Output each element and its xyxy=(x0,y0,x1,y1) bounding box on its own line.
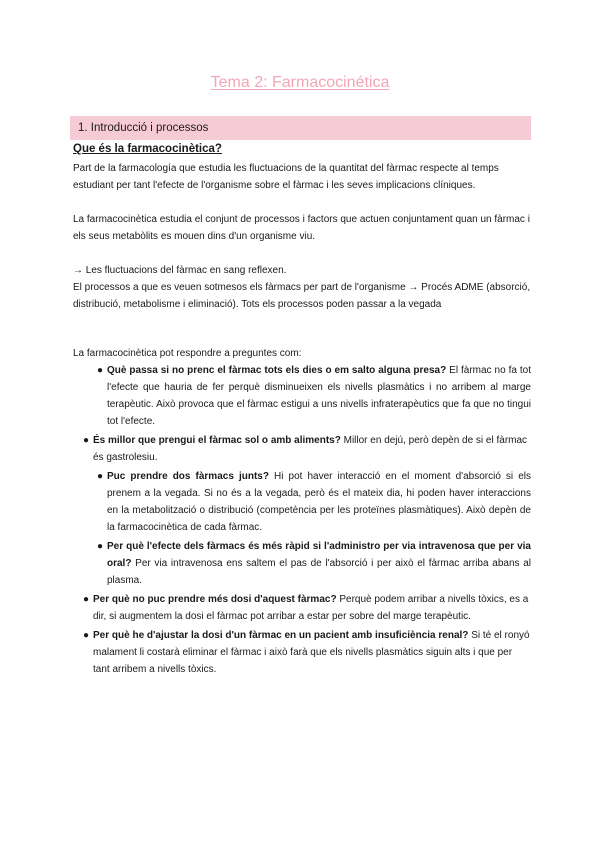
answer-text: El fàrmac no fa tot l'efecte que hauria de fer perquè disminueixen els nivells plasmàtics i no arribem al marge terapèutic. Això provoca que el fàrmac estigui a uns nivells infraterapèutics que fa que no tingui tot l'efecte. xyxy=(107,365,531,427)
list-item xyxy=(83,627,531,678)
list-item xyxy=(83,432,531,466)
question-text: Puc prendre dos fàrmacs junts? xyxy=(107,471,269,482)
bullet-icon: ● xyxy=(83,594,90,605)
bullet-icon: ● xyxy=(83,435,90,446)
answer-text: Millor en dejú, però depèn de si el fàrmac és gastrolesiu. xyxy=(93,435,528,463)
bullet-icon: ● xyxy=(97,365,104,376)
bullet-icon: ● xyxy=(97,541,104,552)
list-item xyxy=(83,362,531,430)
section-heading: 1. Introducció i processos xyxy=(70,116,531,140)
paragraph-definition: Part de la farmacología que estudia les fluctuacions de la quantitat del fàrmac respecte al temps estudiant per tant l'efecte de l'organisme sobre el fàrmac i les seves implicacions clíniques. xyxy=(73,163,499,191)
page-title: Tema 2: Farmacocinética xyxy=(210,74,390,91)
paragraph-scope: La farmacocinètica estudia el conjunt de processos i factors que actuen conjuntament quan un fàrmac i els seus metabòlits es mouen dins d'un organisme viu. xyxy=(73,214,530,242)
question-text: És millor que prengui el fàrmac sol o amb aliments? xyxy=(93,435,341,446)
answer-text: Perquè podem arribar a nivells tòxics, es a dir, si augmentem la dosi el fàrmac pot arribar a estar per sobre del marge terapèutic. xyxy=(93,594,529,622)
question-text: Què passa si no prenc el fàrmac tots els dies o em salto alguna presa? xyxy=(107,365,447,376)
question-text: Per què l'efecte dels fàrmacs és més ràpid si l'administro per via intravenosa que per via oral? xyxy=(107,541,531,569)
answer-text: Hi pot haver interacció en el moment d'absorció si els prenem a la vegada. Si no és a la vegada, però és el mateix dia, hi poden haver interaccions en la metabolització o distribució (competència per les proteïnes plasmàtiques). Això depèn de la farmacocinètica de cada fàrmac. xyxy=(107,471,531,533)
question-text: Per què no puc prendre més dosi d'aquest fàrmac? xyxy=(93,594,337,605)
bullet-icon: ● xyxy=(83,630,90,641)
paragraph-adme: El processos a que es veuen sotmesos els fàrmacs per part de l'organisme → Procés ADME (absorció, distribució, metabolisme i eliminació). Tots els processos poden passar a la vegada xyxy=(73,282,531,310)
question-list xyxy=(83,362,531,680)
paragraph-fluctuations: → Les fluctuacions del fàrmac en sang reflexen. xyxy=(73,265,287,276)
answer-text: Si té el ronyó malament li costarà eliminar el fàrmac i això farà que els nivells plasmàtics siguin alts i que per tant arribem a nivells tòxics. xyxy=(93,630,530,675)
list-item xyxy=(83,538,531,589)
answer-text: Per via intravenosa ens saltem el pas de l'absorció i per això el fàrmac arriba abans al plasma. xyxy=(107,558,531,586)
bullet-icon: ● xyxy=(97,471,104,482)
list-item xyxy=(83,591,531,625)
paragraph-questions-intro: La farmacocinètica pot respondre a preguntes com: xyxy=(73,348,302,359)
subheading: Que és la farmacocinètica? xyxy=(73,143,222,155)
list-item xyxy=(83,468,531,536)
question-text: Per què he d'ajustar la dosi d'un fàrmac en un pacient amb insuficiència renal? xyxy=(93,630,469,641)
